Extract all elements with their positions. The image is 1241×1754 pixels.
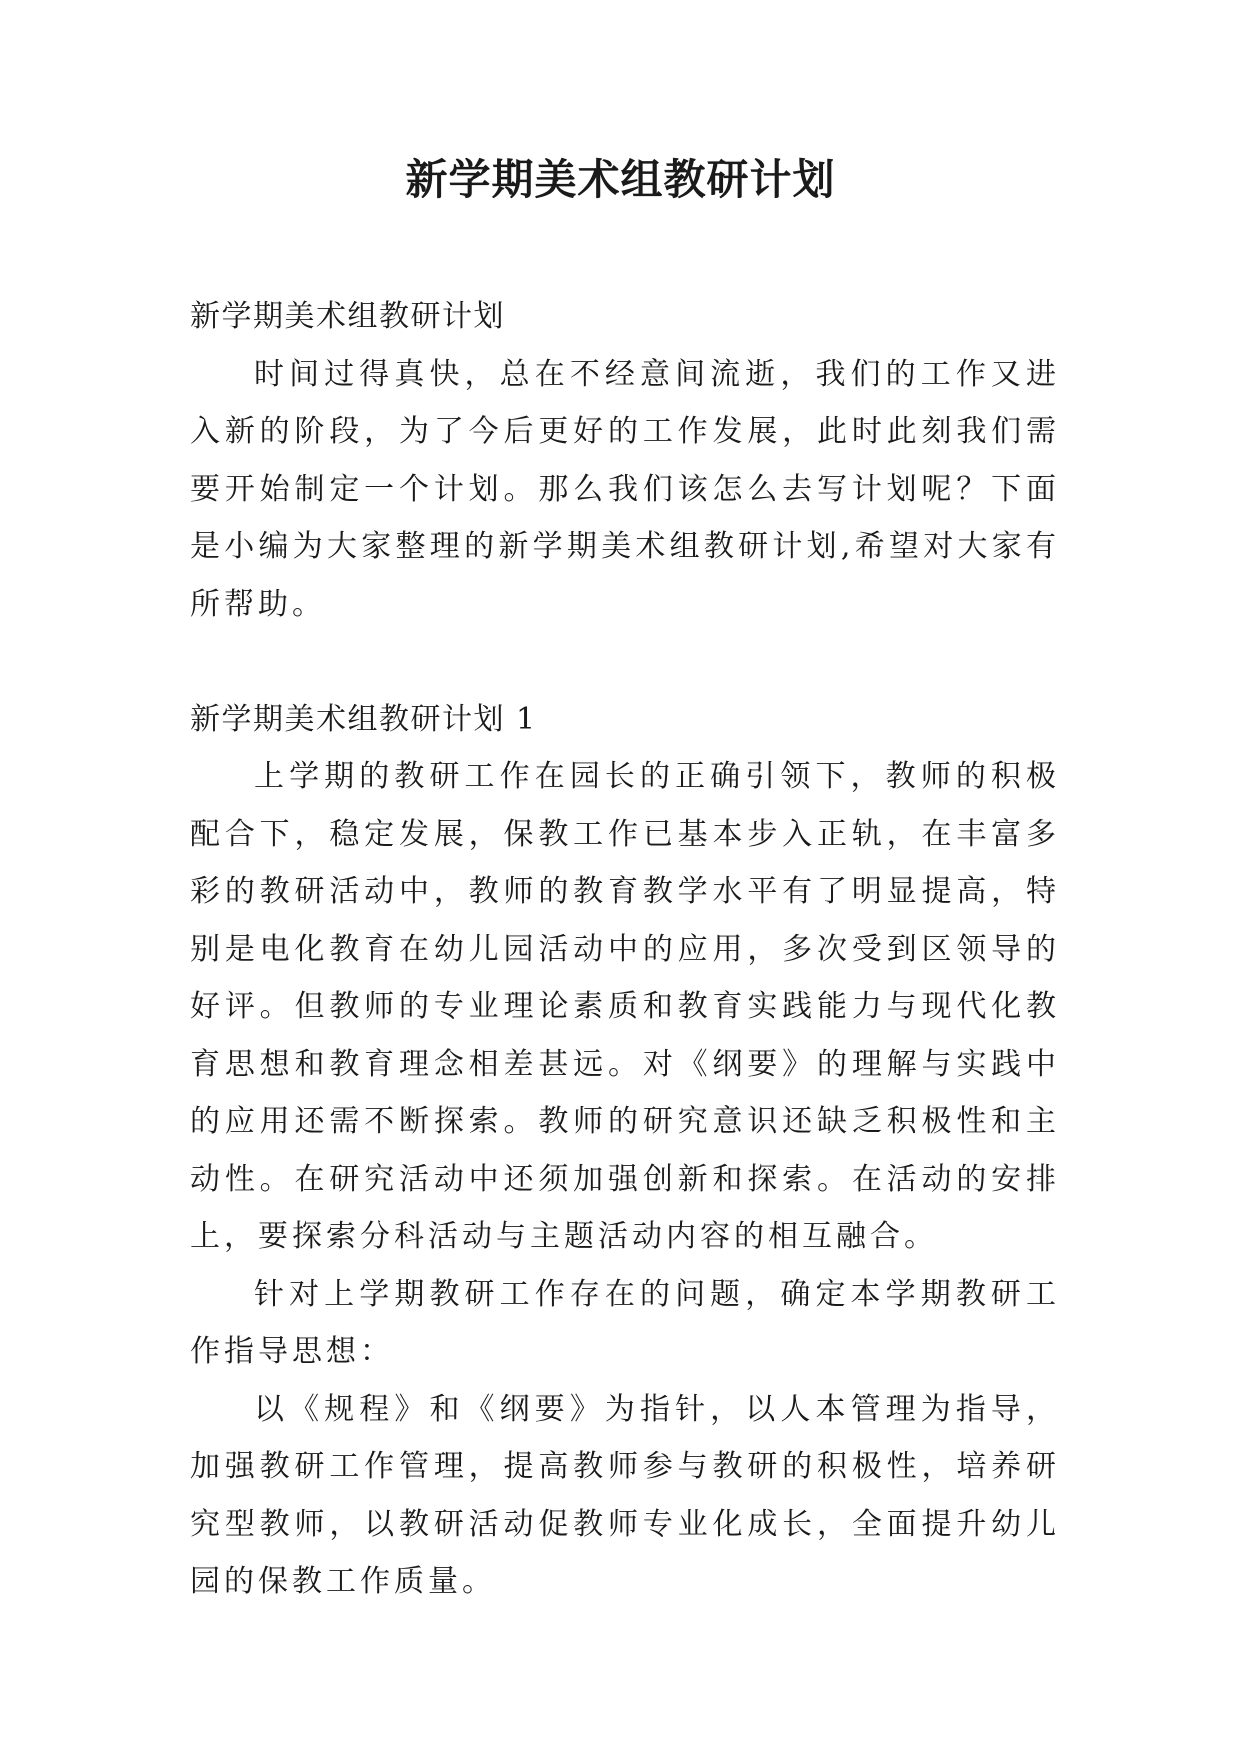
section-spacer	[190, 633, 1060, 691]
body-paragraph: 以《规程》和《纲要》为指针，以人本管理为指导，加强教研工作管理，提高教师参与教研的积极性，培养研究型教师，以教研活动促教师专业化成长，全面提升幼儿园的保教工作质量。	[190, 1391, 1060, 1599]
document-body	[190, 288, 1060, 1611]
body-paragraph: 针对上学期教研工作存在的问题，确定本学期教研工作指导思想：	[190, 1276, 1060, 1369]
document-title: 新学期美术组教研计划	[405, 155, 836, 204]
section-heading: 新学期美术组教研计划 1	[190, 701, 537, 737]
document-subtitle: 新学期美术组教研计划	[190, 299, 505, 334]
intro-paragraph: 时间过得真快，总在不经意间流逝，我们的工作又进入新的阶段，为了今后更好的工作发展，此时此刻我们需要开始制定一个计划。那么我们该怎么去写计划呢？下面是小编为大家整理的新学期美术组教研计划,希望对大家有所帮助。	[190, 356, 1060, 622]
body-paragraph: 上学期的教研工作在园长的正确引领下，教师的积极配合下，稳定发展，保教工作已基本步入正轨，在丰富多彩的教研活动中，教师的教育教学水平有了明显提高，特别是电化教育在幼儿园活动中的应用，多次受到区领导的好评。但教师的专业理论素质和教育实践能力与现代化教育思想和教育理念相差甚远。对《纲要》的理解与实践中的应用还需不断探索。教师的研究意识还缺乏积极性和主动性。在研究活动中还须加强创新和探索。在活动的安排上，要探索分科活动与主题活动内容的相互融合。	[190, 759, 1060, 1254]
